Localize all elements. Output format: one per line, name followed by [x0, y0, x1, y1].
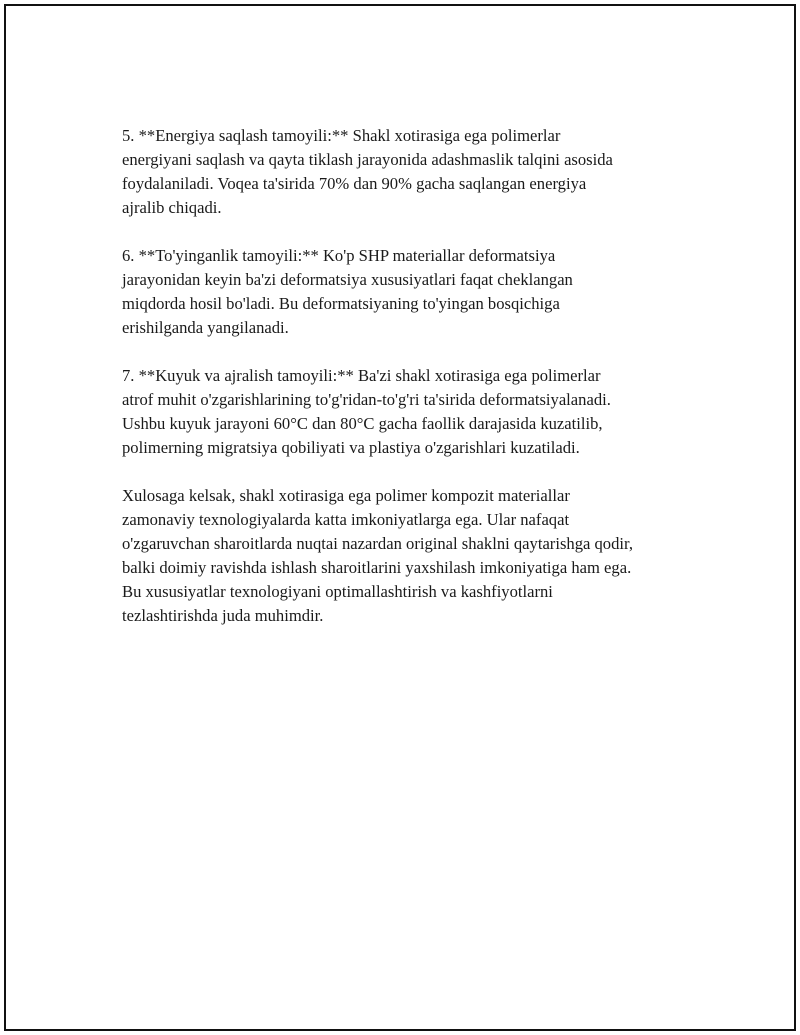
text-line: jarayonidan keyin ba'zi deformatsiya xususiyatlari faqat cheklangan [122, 270, 573, 289]
document-body [122, 124, 702, 652]
text-line: erishilganda yangilanadi. [122, 318, 289, 337]
text-line: 5. **Energiya saqlash tamoyili:** Shakl xotirasiga ega polimerlar [122, 126, 561, 145]
text-line: 7. **Kuyuk va ajralish tamoyili:** Ba'zi shakl xotirasiga ega polimerlar [122, 366, 601, 385]
text-line: zamonaviy texnologiyalarda katta imkoniyatlarga ega. Ular nafaqat [122, 510, 570, 529]
paragraph-energy-principle [122, 124, 702, 220]
text-line: miqdorda hosil bo'ladi. Bu deformatsiyaning to'yingan bosqichiga [122, 294, 560, 313]
text-line: tezlashtirishda juda muhimdir. [122, 606, 324, 625]
text-line: 6. **To'yinganlik tamoyili:** Ko'p SHP materiallar deformatsiya [122, 246, 556, 265]
text-line: polimerning migratsiya qobiliyati va plastiya o'zgarishlari kuzatiladi. [122, 438, 580, 457]
text-line: Bu xususiyatlar texnologiyani optimallashtirish va kashfiyotlarni [122, 582, 553, 601]
text-line: Ushbu kuyuk jarayoni 60°C dan 80°C gacha faollik darajasida kuzatilib, [122, 414, 603, 433]
paragraph-conclusion [122, 484, 702, 628]
text-line: Xulosaga kelsak, shakl xotirasiga ega polimer kompozit materiallar [122, 486, 570, 505]
paragraph-saturation-principle [122, 244, 702, 340]
text-line: atrof muhit o'zgarishlarining to'g'ridan-to'g'ri ta'sirida deformatsiyalanadi. [122, 390, 611, 409]
paragraph-burn-separation-principle [122, 364, 702, 460]
text-line: ajralib chiqadi. [122, 198, 222, 217]
text-line: foydalaniladi. Voqea ta'sirida 70% dan 90% gacha saqlangan energiya [122, 174, 587, 193]
text-line: balki doimiy ravishda ishlash sharoitlarini yaxshilash imkoniyatiga ham ega. [122, 558, 632, 577]
text-line: energiyani saqlash va qayta tiklash jarayonida adashmaslik talqini asosida [122, 150, 613, 169]
page-frame [4, 4, 796, 1031]
text-line: o'zgaruvchan sharoitlarda nuqtai nazardan original shaklni qaytarishga qodir, [122, 534, 634, 553]
